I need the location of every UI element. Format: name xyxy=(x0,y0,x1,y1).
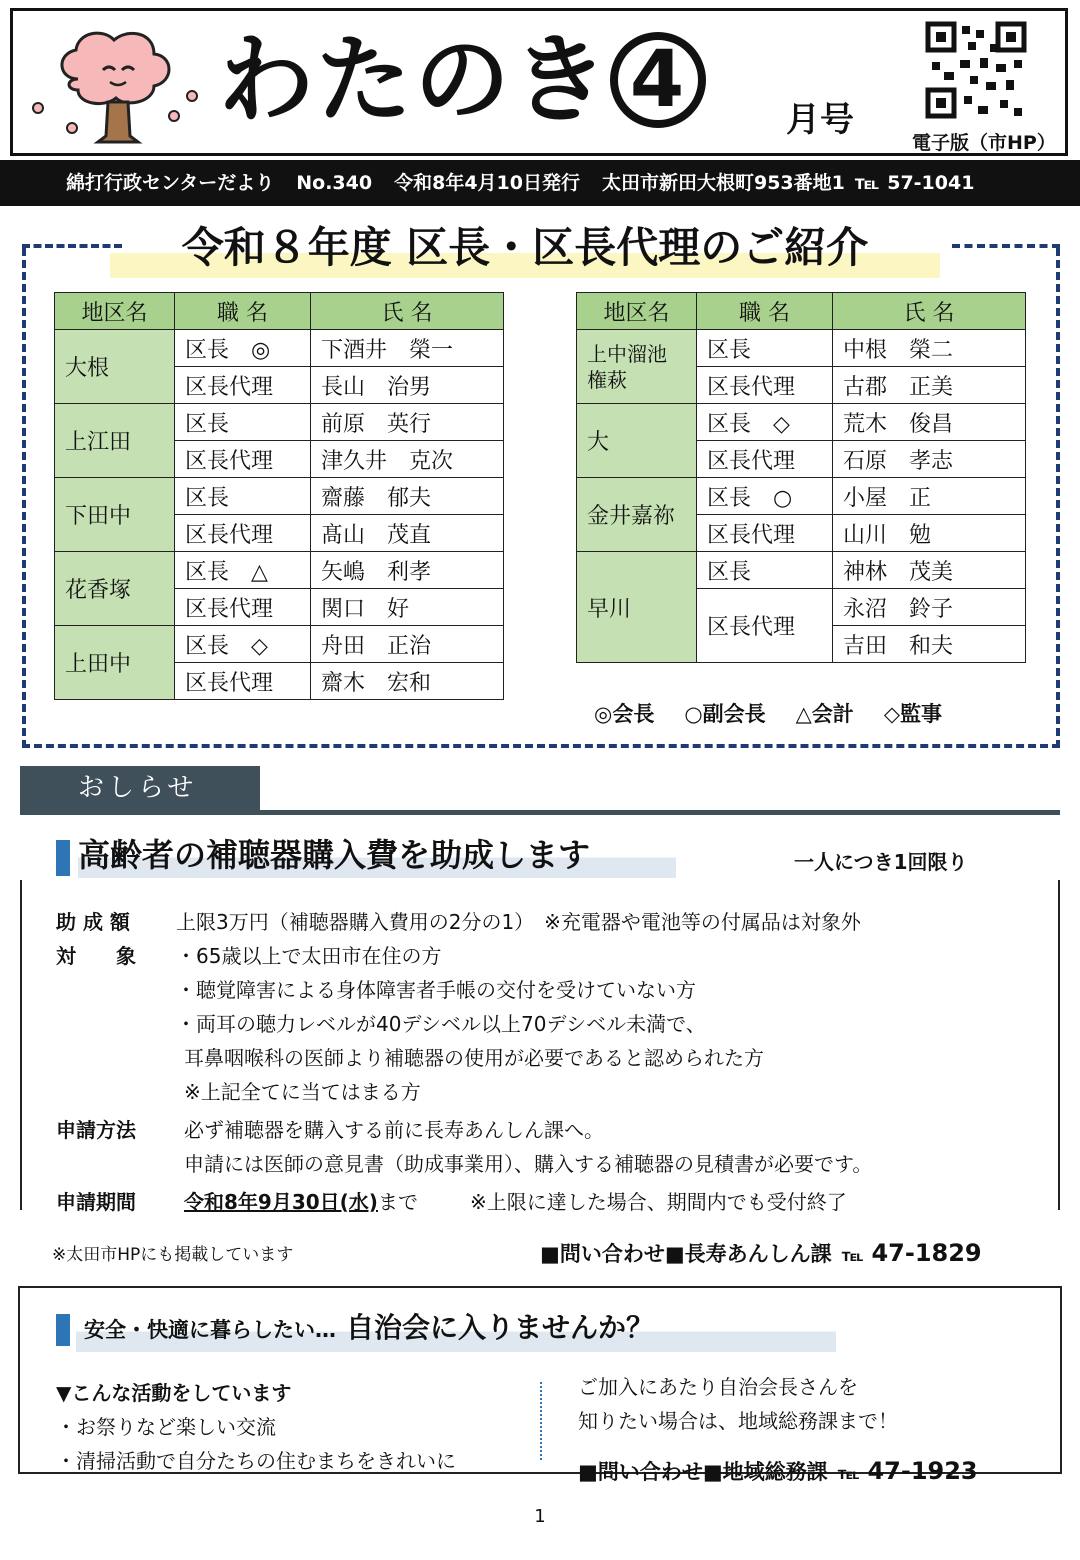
notice-title: 高齢者の補聴器購入費を助成します xyxy=(78,832,676,878)
name-cell: 永沼 鈴子 xyxy=(833,589,1026,626)
month-number-badge: 4 xyxy=(610,32,706,128)
list-item: ・お祭りなど楽しい交流 xyxy=(56,1415,276,1439)
name-cell: 古郡 正美 xyxy=(833,367,1026,404)
qr-code-icon[interactable] xyxy=(920,20,1034,120)
legend-item: △会計 xyxy=(795,702,854,726)
list-item: ・清掃活動で自分たちの住むまちをきれいに xyxy=(56,1449,456,1473)
issue-date: 令和8年4月10日発行 xyxy=(394,172,580,194)
web-footnote: ※太田市HPにも掲載しています xyxy=(52,1245,294,1265)
name-cell: 山川 勉 xyxy=(833,515,1026,552)
name-cell: 小屋 正 xyxy=(833,478,1026,515)
role-cell: 区長代理 xyxy=(697,367,833,404)
area-cell: 早川 xyxy=(577,552,697,663)
area-cell: 花香塚 xyxy=(55,552,175,626)
name-cell: 吉田 和夫 xyxy=(833,626,1026,663)
title-lead: 安全・快適に暮らしたい… xyxy=(84,1318,336,1342)
table-row xyxy=(55,626,504,663)
frame-top-left xyxy=(22,244,122,248)
table-header-row xyxy=(577,293,1026,330)
divider xyxy=(20,810,1060,815)
column-header: 地区名 xyxy=(577,293,697,330)
role-cell: 区長 △ xyxy=(175,552,311,589)
activities-heading: ▼こんな活動をしています xyxy=(56,1381,292,1405)
info-line: 知りたい場合は、地域総務課まで！ xyxy=(578,1409,898,1433)
name-cell: 齋木 宏和 xyxy=(311,663,504,700)
divider xyxy=(20,880,22,1210)
heading-accent xyxy=(56,1314,70,1346)
area-cell: 大 xyxy=(577,404,697,478)
roster-table-left xyxy=(54,292,504,700)
roster-table-right xyxy=(576,292,1026,663)
role-cell: 区長 xyxy=(175,404,311,441)
section-title: 令和８年度 区長・区長代理のご紹介 xyxy=(110,218,940,278)
name-cell: 長山 治男 xyxy=(311,367,504,404)
name-cell: 矢嶋 利孝 xyxy=(311,552,504,589)
qr-caption: 電子版（市HP） xyxy=(912,132,1056,154)
title-main: 自治会に入りませんか？ xyxy=(346,1311,655,1344)
table-row xyxy=(55,478,504,515)
address: 太田市新田大根町953番地1 xyxy=(601,172,845,194)
column-header: 職 名 xyxy=(697,293,833,330)
legend-item: ◇監事 xyxy=(883,702,942,726)
jichikai-title xyxy=(76,1306,836,1352)
period-date: 令和8年9月30日(水) xyxy=(184,1190,378,1214)
period-note: ※上限に達した場合、期間内でも受付終了 xyxy=(469,1190,847,1214)
name-cell: 津久井 克次 xyxy=(311,441,504,478)
target-text: ※上記全てに当てはまる方 xyxy=(184,1080,421,1104)
role-cell: 区長代理 xyxy=(175,515,311,552)
heading-accent xyxy=(56,840,70,876)
notice-limit: 一人につき1回限り xyxy=(794,850,968,874)
info-line: ご加入にあたり自治会長さんを xyxy=(578,1375,858,1399)
area-cell: 大根 xyxy=(55,330,175,404)
table-header-row xyxy=(55,293,504,330)
target-text: ・65歳以上で太田市在住の方 xyxy=(176,944,442,968)
method-text: 申請には医師の意見書（助成事業用）、購入する補聴器の見積書が必要です。 xyxy=(184,1152,873,1176)
tel-number: 47-1923 xyxy=(867,1457,978,1485)
issue-number: No.340 xyxy=(296,172,373,194)
contact-line xyxy=(578,1456,978,1486)
period-text xyxy=(184,1186,847,1215)
table-row xyxy=(577,478,1026,515)
name-cell: 舟田 正治 xyxy=(311,626,504,663)
area-cell: 上中溜池 権萩 xyxy=(577,330,697,404)
column-header: 氏 名 xyxy=(833,293,1026,330)
name-cell: 齋藤 郁夫 xyxy=(311,478,504,515)
method-label: 申請方法 xyxy=(56,1118,136,1142)
role-cell: 区長 xyxy=(175,478,311,515)
area-cell: 上田中 xyxy=(55,626,175,700)
join-info xyxy=(578,1370,898,1438)
name-cell: 荒木 俊昌 xyxy=(833,404,1026,441)
contact-dept: ■問い合わせ■地域総務課 xyxy=(578,1460,828,1484)
table-row xyxy=(55,330,504,367)
role-cell: 区長 ◇ xyxy=(697,404,833,441)
period-label: 申請期間 xyxy=(56,1190,136,1214)
table-row xyxy=(577,330,1026,367)
tel-label: ℡ xyxy=(841,1246,864,1266)
role-cell: 区長 xyxy=(697,552,833,589)
name-cell: 石原 孝志 xyxy=(833,441,1026,478)
area-cell: 金井嘉祢 xyxy=(577,478,697,552)
name-cell: 関口 好 xyxy=(311,589,504,626)
area-cell: 上江田 xyxy=(55,404,175,478)
tel-number: 57-1041 xyxy=(887,172,975,194)
role-cell: 区長 ◎ xyxy=(175,330,311,367)
target-text: ・両耳の聴力レベルが40デシベル以上70デシベル未満で、 xyxy=(176,1012,706,1036)
title-suffix: 月号 xyxy=(786,100,854,140)
name-cell: 前原 英行 xyxy=(311,404,504,441)
target-text: ・聴覚障害による身体障害者手帳の交付を受けていない方 xyxy=(176,978,696,1002)
table-row xyxy=(55,404,504,441)
oshirase-tab: おしらせ xyxy=(20,766,260,810)
role-cell: 区長 xyxy=(697,330,833,367)
name-cell: 中根 榮二 xyxy=(833,330,1026,367)
name-cell: 下酒井 榮一 xyxy=(311,330,504,367)
period-suffix: まで xyxy=(377,1190,418,1214)
role-cell: 区長代理 xyxy=(175,367,311,404)
name-cell: 神林 茂美 xyxy=(833,552,1026,589)
tree-mascot-icon xyxy=(28,24,208,152)
role-cell: 区長 ○ xyxy=(697,478,833,515)
amount-text: 上限3万円（補聴器購入費用の2分の1） ※充電器や電池等の付属品は対象外 xyxy=(176,910,861,934)
table-row xyxy=(577,552,1026,589)
column-header: 氏 名 xyxy=(311,293,504,330)
contact-line xyxy=(540,1238,982,1268)
table-row xyxy=(577,404,1026,441)
activities-list xyxy=(56,1376,456,1478)
column-header: 職 名 xyxy=(175,293,311,330)
role-cell: 区長代理 xyxy=(697,589,833,663)
tel-label: ℡ xyxy=(854,172,880,194)
table-row xyxy=(55,552,504,589)
target-text: 耳鼻咽喉科の医師より補聴器の使用が必要であると認められた方 xyxy=(184,1046,764,1070)
role-cell: 区長代理 xyxy=(697,515,833,552)
contact-dept: ■問い合わせ■長寿あんしん課 xyxy=(540,1242,832,1266)
role-cell: 区長代理 xyxy=(697,441,833,478)
divider xyxy=(1058,880,1060,1210)
role-cell: 区長 ◇ xyxy=(175,626,311,663)
role-legend xyxy=(594,698,972,728)
newsletter-title: わたのき 4 xyxy=(218,32,706,128)
legend-item: ◎会長 xyxy=(594,702,655,726)
amount-label: 助 成 額 xyxy=(56,910,130,934)
tel-label: ℡ xyxy=(837,1464,860,1484)
tel-number: 47-1829 xyxy=(871,1239,982,1267)
area-cell: 下田中 xyxy=(55,478,175,552)
info-bar xyxy=(0,160,1080,206)
page-number: 1 xyxy=(534,1506,546,1527)
role-cell: 区長代理 xyxy=(175,589,311,626)
frame-top-right xyxy=(952,244,1060,248)
publisher: 綿打行政センターだより xyxy=(66,172,275,194)
column-header: 地区名 xyxy=(55,293,175,330)
role-cell: 区長代理 xyxy=(175,663,311,700)
role-cell: 区長代理 xyxy=(175,441,311,478)
legend-item: ○副会長 xyxy=(684,702,766,726)
method-text: 必ず補聴器を購入する前に長寿あんしん課へ。 xyxy=(184,1118,604,1142)
target-label: 対 象 xyxy=(56,944,136,968)
divider xyxy=(540,1382,542,1460)
name-cell: 髙山 茂直 xyxy=(311,515,504,552)
